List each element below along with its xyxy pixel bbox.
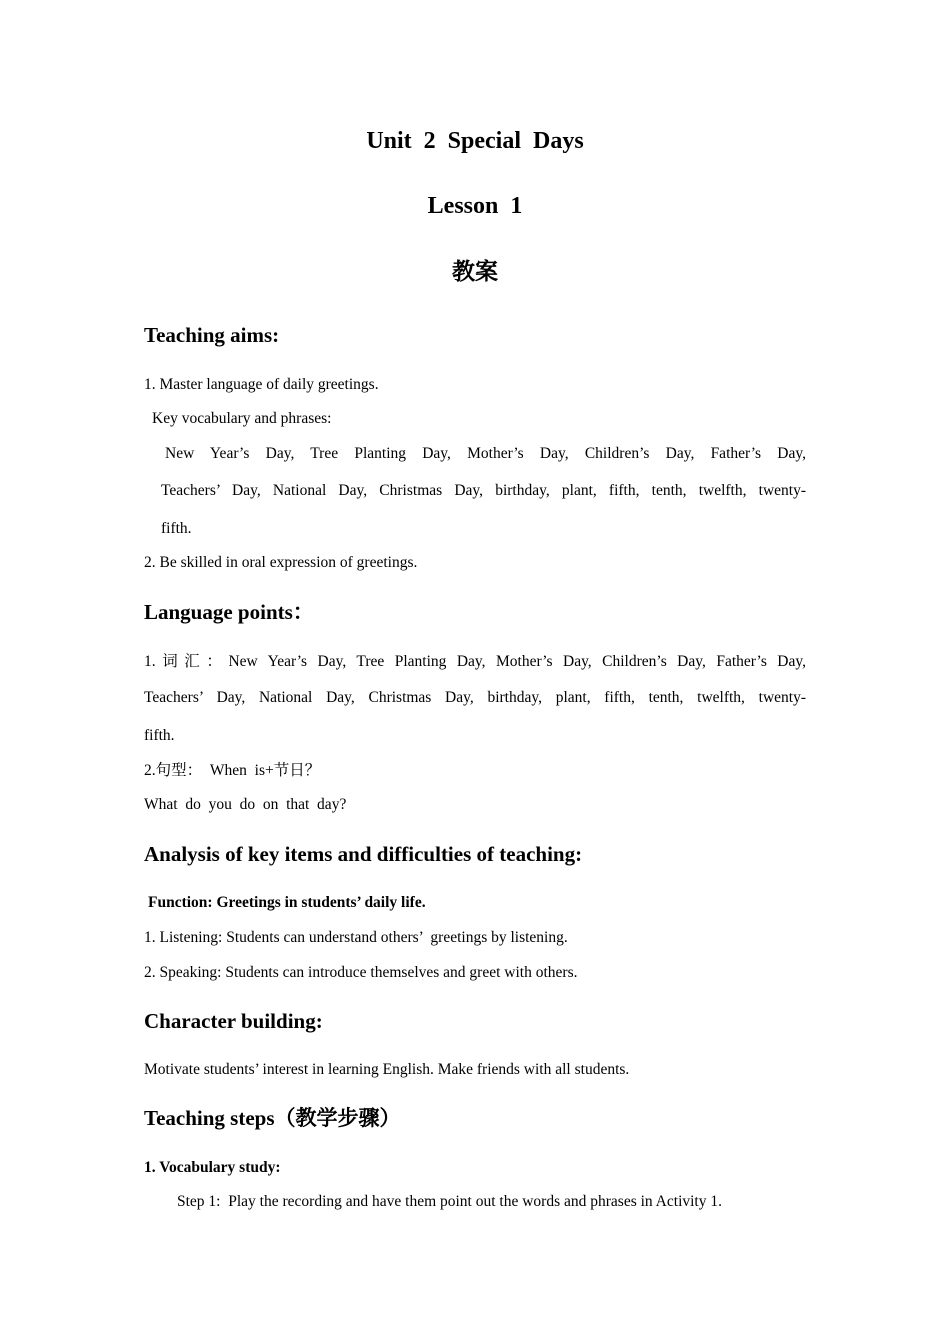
teaching-steps-heading: Teaching steps（教学步骤） [144,1106,401,1130]
aim-item-1: 1. Master language of daily greetings. [144,376,379,393]
analysis-item-1: 1. Listening: Students can understand others’ greetings by listening. [144,929,568,946]
lp-vocab-line-2: Teachers’ Day, National Day, Christmas Day, birthday, plant, fifth, tenth, twelfth, twenty- [144,689,806,706]
aim-item-2: 2. Be skilled in oral expression of greetings. [144,554,418,571]
lp-sentence-pattern: 2.句型： When is+节日？ [144,762,321,779]
aim-vocab-line-3: fifth. [161,520,192,537]
key-vocab-label: Key vocabulary and phrases: [152,410,332,427]
language-points-heading: Language points： [144,600,314,624]
aim-vocab-line-1: New Year’s Day, Tree Planting Day, Mother’s Day, Children’s Day, Father’s Day, [165,445,806,462]
lp-vocab-line-1: 1.词汇：New Year’s Day, Tree Planting Day, Mother’s Day, Children’s Day, Father’s Day, [144,653,806,670]
lesson-plan-title: 教案 [452,259,498,285]
unit-title: Unit 2 Special Days [366,128,584,154]
lp-sentence-line-2: What do you do on that day? [144,796,347,813]
teaching-aims-heading: Teaching aims: [144,323,280,347]
character-building-text: Motivate students’ interest in learning English. Make friends with all students. [144,1061,630,1078]
analysis-heading: Analysis of key items and difficulties of teaching: [144,842,583,866]
analysis-function: Function: Greetings in students’ daily life. [148,894,426,911]
aim-vocab-line-2: Teachers’ Day, National Day, Christmas Day, birthday, plant, fifth, tenth, twelfth, twenty- [161,482,806,499]
analysis-item-2: 2. Speaking: Students can introduce themselves and greet with others. [144,964,578,981]
step-1-text: Step 1: Play the recording and have them point out the words and phrases in Activity 1. [177,1193,722,1210]
lp-vocab-line-3: fifth. [144,727,175,744]
vocabulary-study-subheading: 1. Vocabulary study: [144,1159,281,1176]
character-building-heading: Character building: [144,1009,323,1033]
lesson-title: Lesson 1 [427,193,523,219]
